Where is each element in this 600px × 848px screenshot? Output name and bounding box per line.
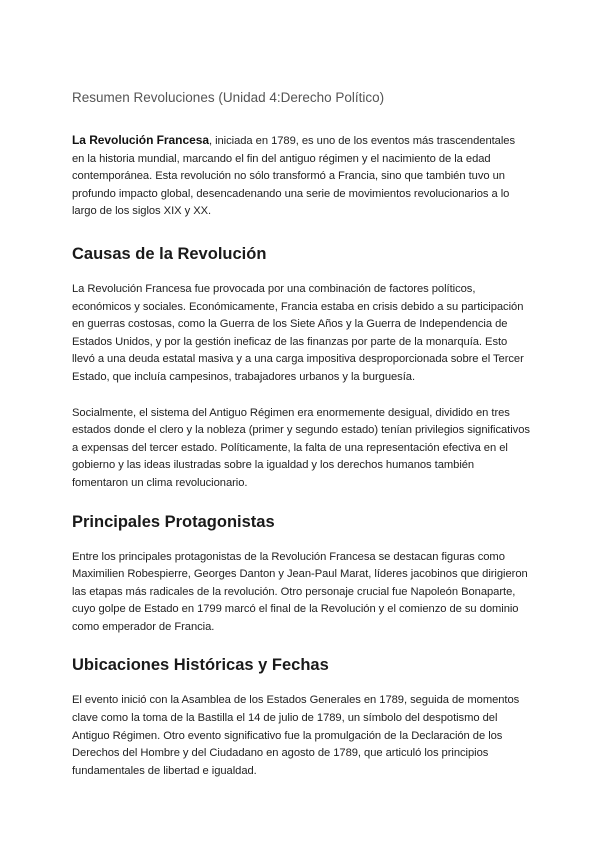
causas-paragraph-2: Socialmente, el sistema del Antiguo Régimen era enormemente desigual, dividido en tres estados donde el clero y la nobleza (primer y segundo estado) tenían privilegios significativos a expensas del tercer estado. Políticamente, la falta de una representación efectiva en el gobierno y las ideas ilustradas sobre la igualdad y los derechos humanos también fomentaron un clima revolucionario. [72, 406, 530, 489]
document-title: Resumen Revoluciones (Unidad 4:Derecho Político) [72, 90, 385, 105]
intro-bold-lead: La Revolución Francesa [72, 133, 209, 147]
heading-ubicaciones: Ubicaciones Históricas y Fechas [72, 656, 329, 675]
document-page [72, 88, 530, 798]
protagonistas-paragraph: Entre los principales protagonistas de la Revolución Francesa se destacan figuras como Maximilien Robespierre, Georges Danton y Jean-Paul Marat, líderes jacobinos que dirigieron las etapas más radicales de la revolución. Otro personaje crucial fue Napoleón Bonaparte, cuyo golpe de Estado en 1799 marcó el final de la Revolución y el comienzo de su dominio como emperador de Francia. [72, 550, 528, 633]
intro-paragraph [72, 132, 530, 221]
heading-causas: Causas de la Revolución [72, 244, 267, 263]
intro-text: , iniciada en 1789, es uno de los eventos más trascendentales en la historia mundial, marcando el fin del antiguo régimen y el nacimiento de la edad contemporánea. Esta revolución no sólo transformó a Francia, sino que también tuvo un profundo impacto global, desencadenando una serie de movimientos revolucionarios a lo largo de los siglos XIX y XX. [72, 135, 516, 218]
causas-paragraph-1: La Revolución Francesa fue provocada por una combinación de factores políticos, económicos y sociales. Económicamente, Francia estaba en crisis debido a su participación en guerras costosas, como la Guerra de los Siete Años y la Guerra de Independencia de Estados Unidos, y por la gestión ineficaz de las finanzas por parte de la monarquía. Esto llevó a una deuda estatal masiva y a una carga impositiva desproporcionada sobre el Tercer Estado, que incluía campesinos, trabajadores urbanos y la burguesía. [72, 282, 524, 383]
heading-protagonistas: Principales Protagonistas [72, 512, 275, 531]
ubicaciones-paragraph: El evento inició con la Asamblea de los Estados Generales en 1789, seguida de momentos clave como la toma de la Bastilla el 14 de julio de 1789, un símbolo del despotismo del Antiguo Régimen. Otro evento significativo fue la promulgación de la Declaración de los Derechos del Hombre y del Ciudadano en agosto de 1789, que articuló los principios fundamentales de libertad e igualdad. [72, 694, 520, 777]
